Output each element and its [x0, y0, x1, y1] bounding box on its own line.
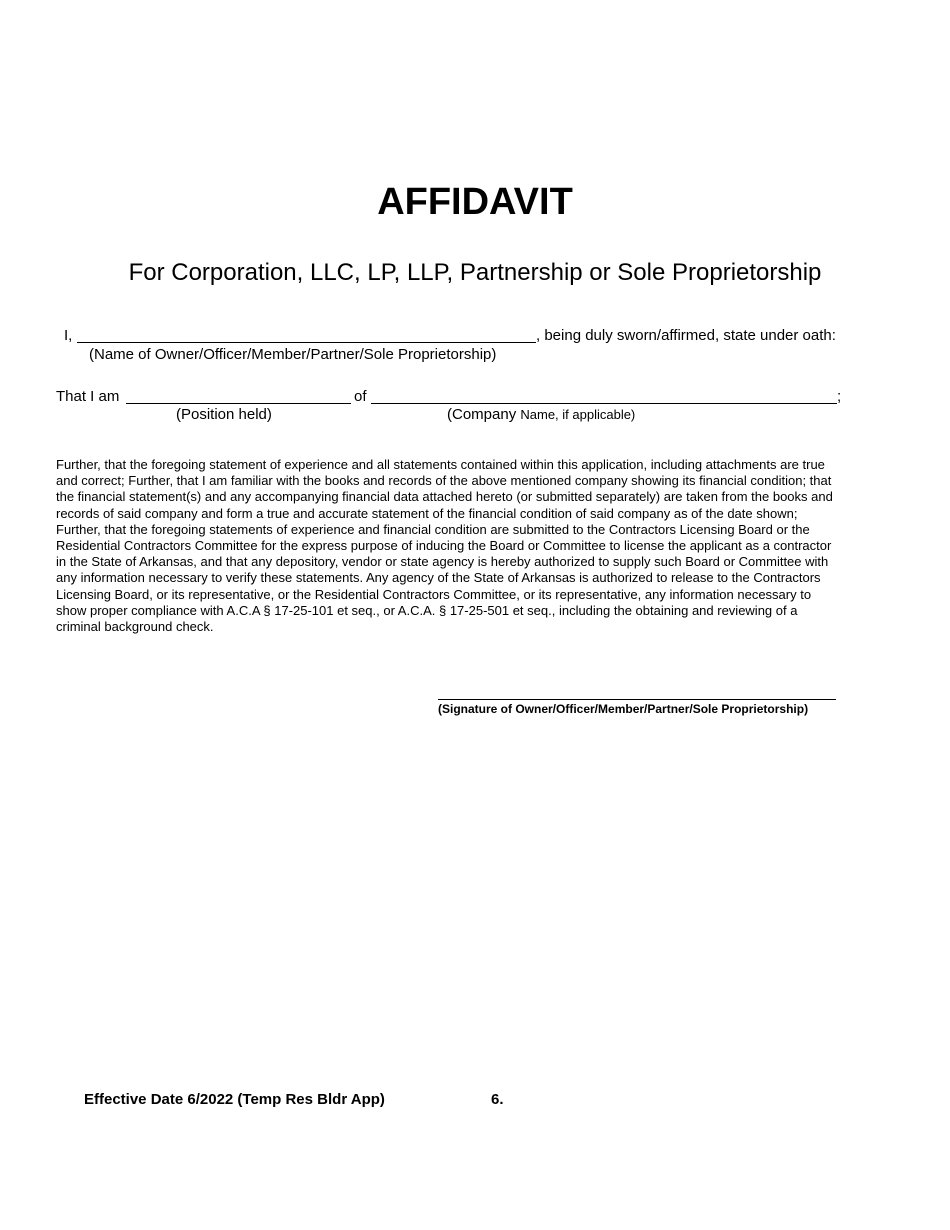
signature-caption: (Signature of Owner/Officer/Member/Partner/Sole Proprietorship) — [438, 702, 809, 716]
statement-line: in the State of Arkansas, and that any depository, vendor or state agency is hereby authorized to supply such Board or Committee with — [56, 554, 829, 570]
footer-page-number: 6. — [491, 1091, 504, 1108]
position-caption: (Position held) — [176, 406, 272, 423]
statement-line: records of said company and form a true and accurate statement of the financial condition of said company as of the date shown; — [56, 505, 798, 521]
statement-line: Residential Contractors Committee for the express purpose of inducing the Board or Committee to license the applicant as a contractor — [56, 538, 832, 554]
owner-name-field[interactable] — [77, 342, 536, 343]
statement-line: Further, that the foregoing statement of experience and all statements contained within this application, including attachments are true — [56, 457, 825, 472]
owner-name-caption: (Name of Owner/Officer/Member/Partner/Sole Proprietorship) — [89, 346, 497, 363]
signature-field[interactable] — [438, 699, 836, 700]
footer-effective-date: Effective Date 6/2022 (Temp Res Bldr App) — [84, 1091, 385, 1108]
company-caption-main: (Company — [447, 406, 517, 423]
statement-line: Further, that the foregoing statements of experience and financial condition are submitted to the Contractors Licensing Board or the — [56, 521, 810, 537]
statement-line: criminal background check. — [56, 619, 214, 635]
company-caption-rest: Name, if applicable) — [520, 407, 636, 422]
position-suffix: ; — [837, 388, 842, 405]
statement-line: show proper compliance with A.C.A § 17-25-101 et seq., or A.C.A. § 17-25-501 et seq., including the obtaining and reviewing of a — [56, 602, 798, 618]
oath-suffix: , being duly sworn/affirmed, state under oath: — [536, 327, 836, 344]
position-prefix: That I am — [56, 388, 120, 405]
document-subtitle: For Corporation, LLC, LP, LLP, Partnership or Sole Proprietorship — [128, 259, 822, 286]
company-caption — [447, 406, 635, 424]
position-field[interactable] — [126, 403, 351, 404]
statement-line: Licensing Board, or its representative, or the Residential Contractors Committee, or its representative, any information necessary to — [56, 586, 812, 602]
statement-paragraph — [56, 457, 896, 635]
company-name-field[interactable] — [371, 403, 837, 404]
position-of: of — [354, 388, 367, 405]
oath-prefix: I, — [64, 327, 73, 344]
statement-line: and correct; Further, that I am familiar with the books and records of the above mentioned company showing its financial condition; that — [56, 473, 832, 489]
statement-line: any information necessary to verify these statements. Any agency of the State of Arkansas is authorized to release to the Contractors — [56, 570, 821, 586]
statement-line: the financial statement(s) and any accompanying financial data attached hereto (or submitted separately) are taken from the books and — [56, 489, 833, 505]
document-title: AFFIDAVIT — [377, 181, 573, 223]
